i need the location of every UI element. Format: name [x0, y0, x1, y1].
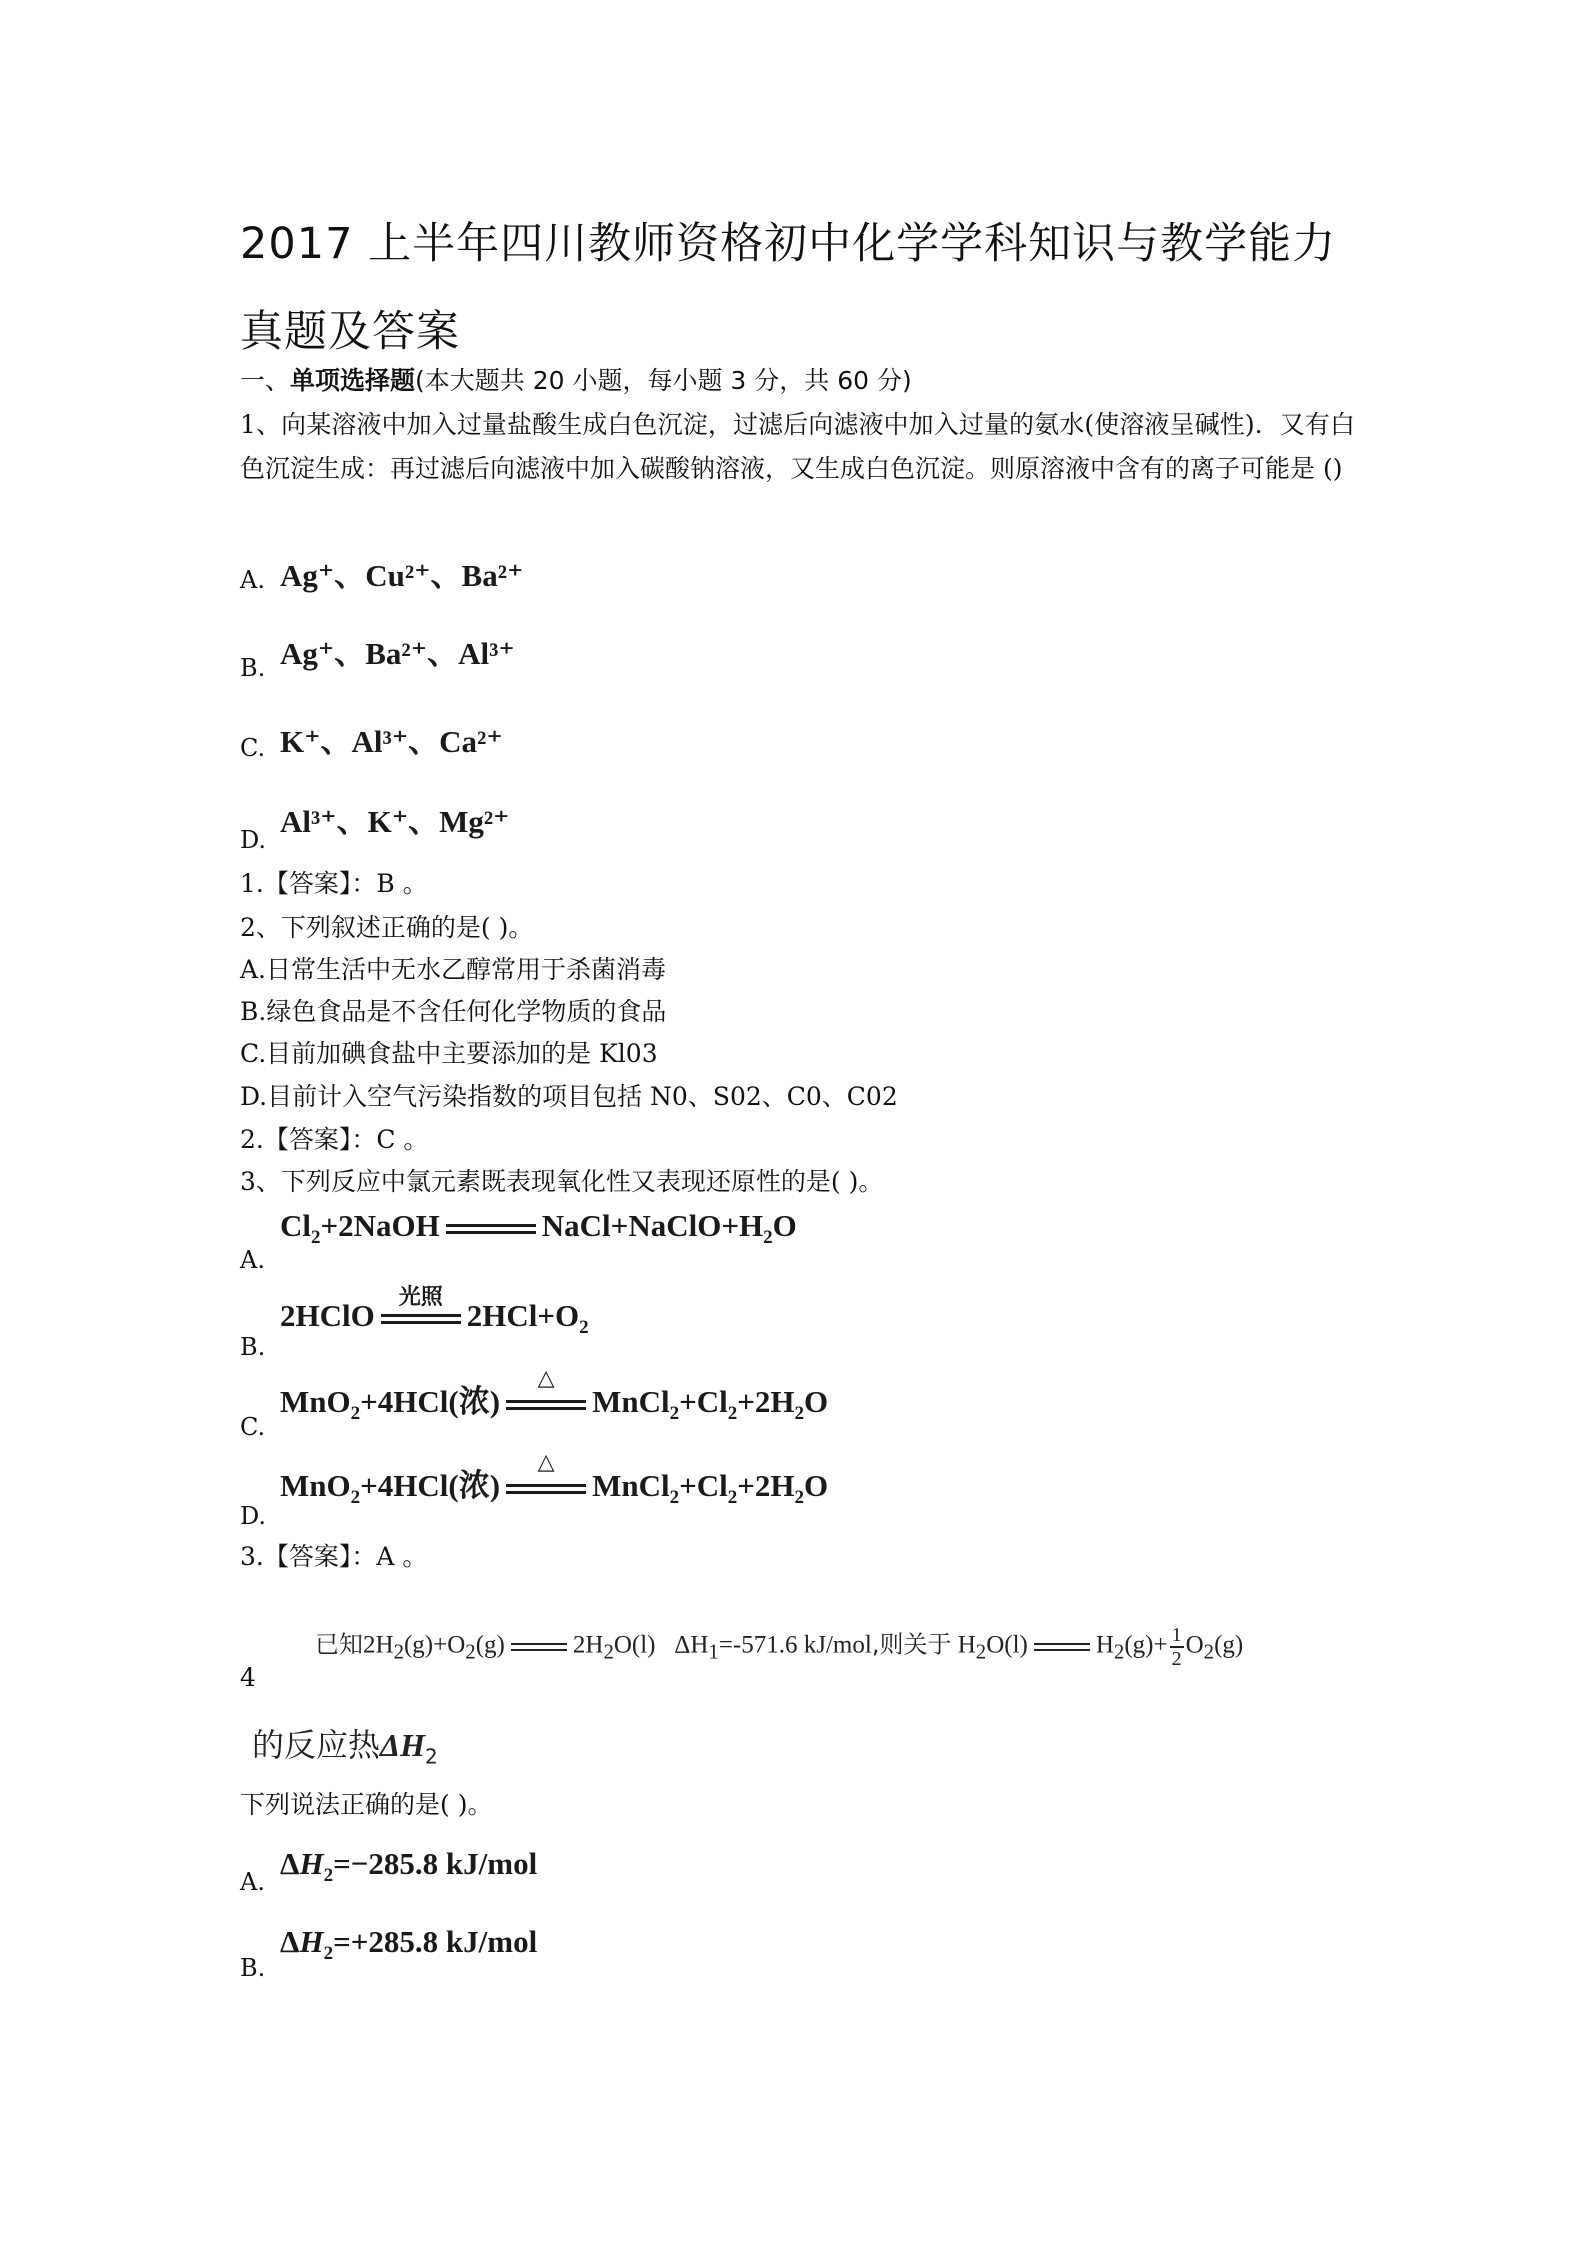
q1-option-b-formula: Ag⁺、Ba²⁺、Al³⁺: [280, 636, 515, 671]
q1-option-c-letter: C.: [240, 734, 266, 762]
q2-option-d: D.目前计入空气污染指数的项目包括 N0、S02、C0、C02: [240, 1082, 898, 1111]
section-bold: 单项选择题: [290, 366, 416, 395]
page-title: 2017 上半年四川教师资格初中化学学科知识与教学能力真题及答案: [240, 219, 1337, 357]
q4-about-label: ,则关于: [871, 1630, 952, 1659]
q3-option-c-letter: C.: [240, 1413, 266, 1441]
q1-option-b-letter: B.: [240, 654, 266, 682]
q1-stem: 1、向某溶液中加入过量盐酸生成白色沉淀，过滤后向滤液中加入过量的氨水(使溶液呈碱性)．又有白色沉淀生成：再过滤后向滤液中加入碳酸钠溶液，又生成白色沉淀。则原溶液中含有的离子可能是 (): [240, 410, 1355, 483]
section-rest: (本大题共 20 小题，每小题 3 分，共 60 分): [415, 366, 912, 395]
q4-number: 4: [240, 1663, 256, 1692]
q3-option-d-formula: MnO$_2$+4HCl(浓) △ $MnCl_2+Cl_2+2H_2O$: [280, 1449, 829, 1509]
q4-option-a-formula: $\Delta H_2=-285.8$ kJ/mol: [280, 1846, 538, 1887]
light-condition: 光照: [398, 1284, 443, 1310]
q4-given-equation: 已知$2H_2(g)+O_2(g)$ $2H_2O(l)$ $\Delta H_1=-571.6$ kJ/mol,则关于 $H_2O(l)$ $H_2(g)+$ $\frac{1}{2}$ $O_2(g)$: [315, 1624, 1244, 1670]
q1-option-a-letter: A.: [240, 566, 265, 594]
heat-condition: △: [537, 1365, 555, 1391]
q2-stem: 2、下列叙述正确的是( )。: [240, 913, 534, 942]
q2-option-c: C.目前加碘食盐中主要添加的是 Kl03: [240, 1039, 658, 1068]
q3-answer: 3.【答案】：A 。: [240, 1542, 428, 1571]
q3-option-b-formula: 2HClO 光照 $2HCl+O_2$: [280, 1298, 589, 1339]
equals-arrow: [1034, 1641, 1090, 1653]
q4-known-label: 已知: [315, 1630, 363, 1659]
q2-option-a: A.日常生活中无水乙醇常用于杀菌消毒: [240, 955, 667, 984]
one-half-fraction: $\frac{1}{2}$: [1171, 1624, 1182, 1670]
section-heading: [240, 359, 912, 403]
q2-option-b: B.绿色食品是不含任何化学物质的食品: [240, 997, 667, 1026]
q4-reaction-heat-heading: 的反应热$\Delta H_2$: [252, 1726, 438, 1769]
heat-arrow: [506, 1449, 586, 1496]
q4-heading-text: 的反应热: [252, 1726, 381, 1764]
q3-option-a-formula: $Cl_2+2NaOH$ $NaCl+NaClO+H_2O$: [280, 1208, 797, 1249]
q4-dh1-value: -571.6 kJ/mol: [732, 1631, 872, 1659]
q1-option-c-formula: K⁺、Al³⁺、Ca²⁺: [280, 724, 503, 759]
q3-option-d-letter: D.: [240, 1502, 267, 1530]
q1-option-d-formula: Al³⁺、K⁺、Mg²⁺: [280, 804, 510, 839]
q3-option-b-letter: B.: [240, 1333, 266, 1361]
q4-option-b-value: =+285.8 kJ/mol: [333, 1924, 538, 1959]
heat-condition: △: [537, 1449, 555, 1475]
q1-option-d-letter: D.: [240, 826, 267, 854]
equals-arrow: [446, 1222, 536, 1236]
q3-option-c-formula: MnO$_2$+4HCl(浓) △ $MnCl_2+Cl_2+2H_2O$: [280, 1365, 829, 1425]
q4-option-a-letter: A.: [240, 1868, 265, 1896]
q3-option-a-letter: A.: [240, 1246, 265, 1274]
q1-option-a-formula: Ag⁺、Cu²⁺、Ba²⁺: [280, 558, 524, 593]
equals-arrow: [511, 1641, 567, 1653]
q3-stem: 3、下列反应中氯元素既表现氧化性又表现还原性的是( )。: [240, 1167, 884, 1196]
light-arrow: [381, 1284, 461, 1326]
q2-answer: 2.【答案】：C 。: [240, 1125, 429, 1154]
heat-arrow: [506, 1365, 586, 1412]
q1-answer: 1.【答案】：B 。: [240, 869, 428, 898]
q4-stem: 下列说法正确的是( )。: [240, 1790, 493, 1819]
q4-option-a-value: =−285.8 kJ/mol: [333, 1846, 538, 1881]
q4-option-b-letter: B.: [240, 1954, 266, 1982]
q4-option-b-formula: $\Delta H_2=+285.8$ kJ/mol: [280, 1924, 538, 1965]
section-lead: 一、: [240, 366, 291, 395]
